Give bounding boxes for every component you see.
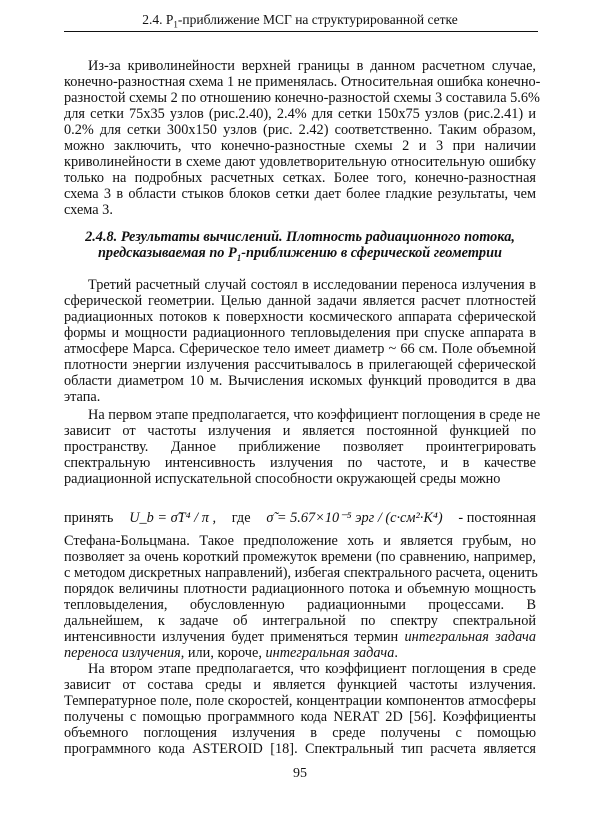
text-line: зависит от частоты излучения и является постоянной функцией по [64,423,536,439]
text-line: атмосфере Марса. Сферическое тело имеет диаметр ~ 66 см. Поле объемной [64,341,536,357]
heading-text: -приближению в сферической геометрии [241,245,502,261]
text-line: На втором этапе предполагается, что коэффициент поглощения в среде [88,661,536,677]
text-line: пространству. Данное приближение позволяет проинтегрировать [64,439,536,455]
formula-text: принять [64,509,114,526]
formula-line [64,507,536,529]
text-line: спектральную интенсивность излучения по частоте, и в качестве [64,455,536,471]
text-line: зависит от состава среды и является функцией частоты излучения. [64,677,536,693]
text-line: позволяет за очень короткий промежуток времени (по сравнению, например, [64,549,536,565]
text-line: схема 3 в области стыков блоков сетки дает более гладкие результаты, чем [64,186,536,202]
section-heading [64,229,536,266]
text-line: радиационных потоков к поверхности космического аппарата сферической [64,309,536,325]
text-line [64,645,536,661]
paragraph-3-continued [64,533,536,661]
formula-text: - постоянная [458,509,536,526]
text-line: Из-за криволинейности верхней границы в данном расчетном случае, [88,58,536,74]
italic-term: переноса излучения [64,645,181,661]
formula-sigma: σ̃ = 5.67×10⁻⁵ эрг / (с·см²·K⁴) [266,509,443,526]
text-line: Третий расчетный случай состоял в исследовании переноса излучения в [88,277,536,293]
text-line: области диаметром 10 м. Вычисления искомых функций проводится в два [64,373,536,389]
header-text: -приближение МСГ на структурированной сетке [177,12,458,27]
formula-ub: U_b = σ̃T⁴ / π , [129,509,217,526]
heading-subscript: 1 [236,252,242,263]
paragraph-4 [64,661,536,757]
text-line: получены с помощью программного кода NERAT 2D [56]. Коэффициенты [64,709,536,725]
heading-text: предсказываемая по P [97,245,237,261]
header-text: 2.4. P [142,12,174,27]
formula-text: где [231,509,251,526]
text-line: криволинейности в схеме дают удовлетворительную относительную ошибку [64,154,536,170]
text-line: порядок величины плотности радиационного потока и объемную мощность [64,581,536,597]
page-number: 95 [293,766,307,781]
italic-term: интегральная задача [404,629,537,645]
text-line: этапа. [64,389,101,405]
text-line: формы и мощности радиационного тепловыделения при спуске аппарата в [64,325,536,341]
text-span: , или, короче, [180,645,266,661]
header-subscript: 1 [173,19,178,30]
text-span: . [394,645,398,661]
text-span: интенсивности излучения будет применяться термин [64,629,405,645]
text-line: тепловыделения, обусловленную радиационными процессами. В [64,597,536,613]
italic-term: интегральная задача [265,645,395,661]
text-line: можно заключить, что конечно-разностные схемы 2 и 3 при наличии [64,138,536,154]
text-line: 0.2% для сетки 300x150 узлов (рис. 2.42) соответственно. Таким образом, [64,122,536,138]
header-rule [64,31,538,32]
text-line: Температурное поле, поле скоростей, концентрации компонентов атмосферы [64,693,536,709]
text-line: Стефана-Больцмана. Такое предположение хоть и является грубым, но [64,533,536,549]
text-line: разностой схемы 2 по отношению конечно-разностой схемы 3 составила 5.6% [64,90,540,106]
running-header [0,12,600,30]
text-line: объемного поглощения излучения в среде получены с помощью [64,725,536,741]
heading-line-1: 2.4.8. Результаты вычислений. Плотность радиационного потока, [85,229,515,245]
paragraph-2 [64,277,536,405]
text-line: радиационной испускательной способности окружающей среды можно [64,471,501,487]
paragraph-3 [64,407,541,487]
text-line: с методом дискретных направлений), избегая спектрального расчета, оценить [64,565,538,581]
text-line [64,629,536,645]
text-line: только на подробных расчетных сетках. Более того, конечно-разностная [64,170,536,186]
text-line: сферической геометрии. Целью данной задачи является расчет плотностей [64,293,536,309]
paragraph-1 [64,58,541,218]
text-line: дальнейшем, к задаче об интегральной по спектру спектральной [64,613,536,629]
text-line: На первом этапе предполагается, что коэффициент поглощения в среде не [88,407,541,423]
text-line: плотности энергии излучения рассчитывалось в прилегающей сферической [64,357,536,373]
heading-line-2 [64,245,536,266]
text-line: схема 3. [64,202,113,218]
text-line: конечно-разностная схема 1 не применялась. Относительная ошибка конечно- [64,74,541,90]
text-line: программного кода ASTEROID [18]. Спектральный тип расчета является [64,741,536,757]
text-line: для сетки 75x35 узлов (рис.2.40), 2.4% для сетки 150x75 узлов (рис.2.41) и [64,106,536,122]
